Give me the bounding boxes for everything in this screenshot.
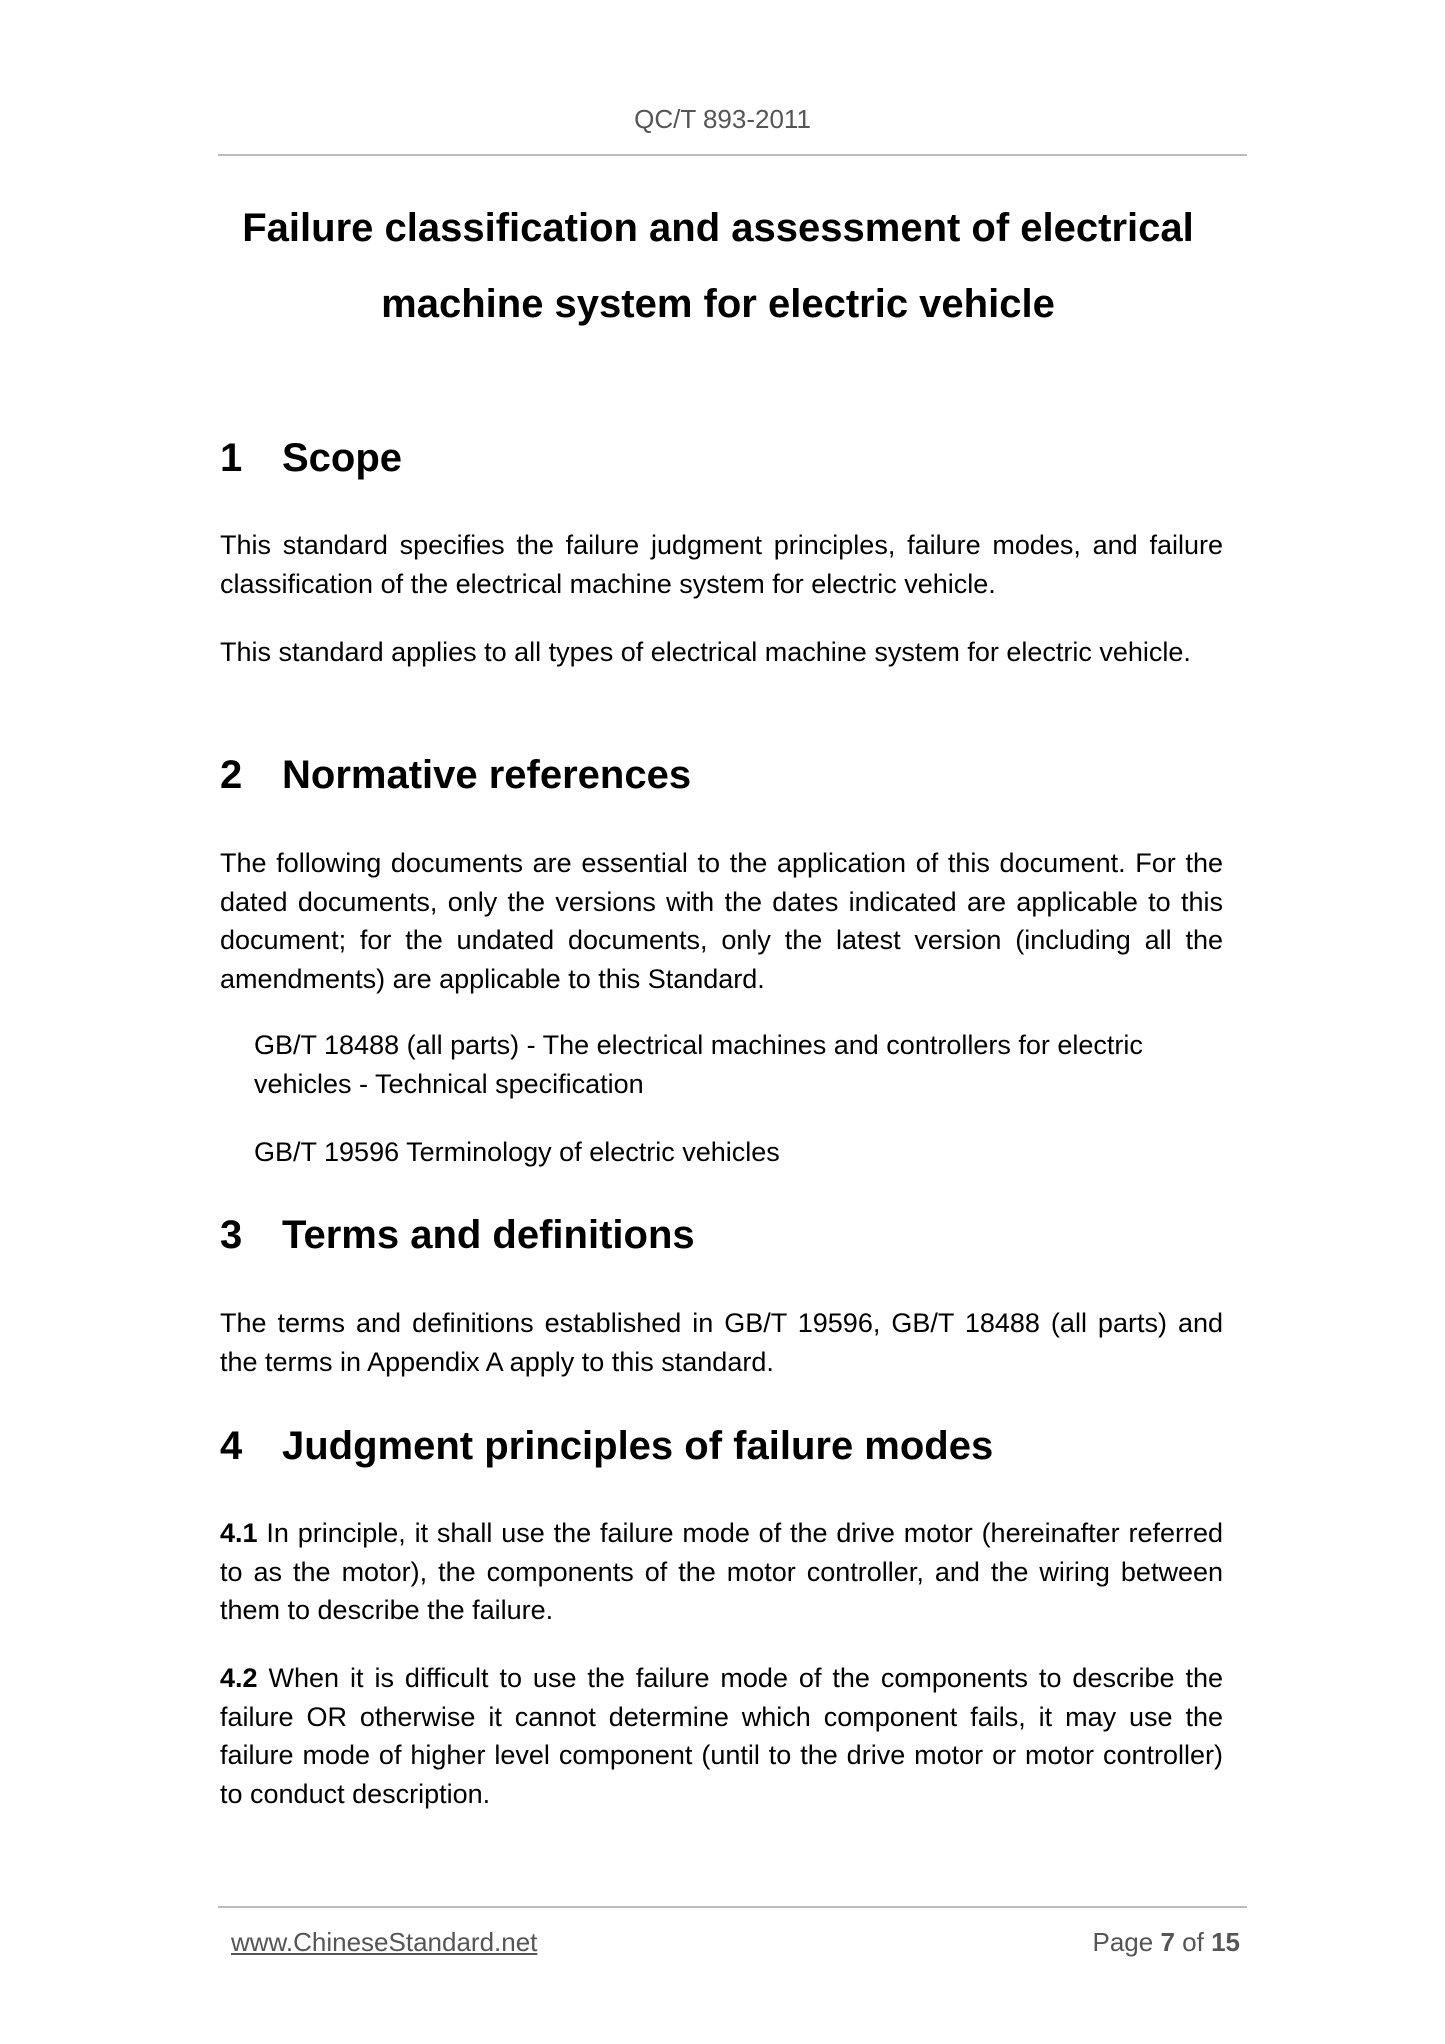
normative-references-paragraph: The following documents are essential to the application of this document. For the dated documents, only the versions with the dates indicated are applicable to this document; for the undated documents, only the latest version (including all the amendments) are applicable to this Standard. — [220, 848, 1223, 994]
page-number — [1092, 1927, 1240, 1958]
title-line-2: machine system for electric vehicle — [381, 282, 1055, 326]
page-word: Page — [1092, 1927, 1154, 1957]
section-number: 2 — [220, 753, 243, 797]
page-total: 15 — [1211, 1927, 1240, 1957]
clause-4-2 — [220, 1659, 1223, 1813]
clause-number: 4.2 — [220, 1663, 258, 1693]
clause-4-1 — [220, 1514, 1223, 1630]
scope-paragraph-2: This standard applies to all types of electrical machine system for electric vehicle. — [220, 637, 1191, 667]
section-title: Terms and definitions — [282, 1213, 695, 1257]
section-title: Scope — [282, 436, 403, 480]
section-title: Normative references — [282, 753, 692, 797]
section-number: 4 — [220, 1424, 243, 1468]
section-heading-normative-references — [220, 753, 691, 798]
section-heading-judgment-principles — [220, 1424, 993, 1469]
document-title — [218, 190, 1218, 342]
website-link[interactable]: www.ChineseStandard.net — [231, 1927, 538, 1957]
clause-text: When it is difficult to use the failure mode of the components to describe the failure OR otherwise it cannot determine which component fails, it may use the failure mode of higher level component (until to the drive motor or motor controller) to conduct description. — [220, 1663, 1223, 1809]
clause-text: In principle, it shall use the failure mode of the drive motor (hereinafter referred to as the motor), the components of the motor controller, and the wiring between them to describe the failure. — [220, 1518, 1223, 1625]
title-line-1: Failure classification and assessment of electrical — [242, 206, 1194, 250]
page-of: of — [1182, 1927, 1204, 1957]
page-current: 7 — [1160, 1927, 1175, 1957]
header-divider — [218, 154, 1247, 156]
reference-gbt-19596: GB/T 19596 Terminology of electric vehicles — [254, 1137, 780, 1167]
reference-gbt-18488: GB/T 18488 (all parts) - The electrical machines and controllers for electric vehicles - Technical specification — [254, 1030, 1143, 1099]
section-heading-scope — [220, 436, 402, 481]
standard-code-header: QC/T 893-2011 — [634, 104, 811, 134]
section-heading-terms-definitions — [220, 1213, 695, 1258]
footer-divider — [218, 1906, 1247, 1908]
clause-number: 4.1 — [220, 1518, 258, 1548]
section-title: Judgment principles of failure modes — [282, 1424, 994, 1468]
terms-definitions-paragraph: The terms and definitions established in GB/T 19596, GB/T 18488 (all parts) and the terms in Appendix A apply to this standard. — [220, 1308, 1223, 1377]
section-number: 3 — [220, 1213, 243, 1257]
scope-paragraph-1: This standard specifies the failure judgment principles, failure modes, and failure classification of the electrical machine system for electric vehicle. — [220, 530, 1223, 599]
section-number: 1 — [220, 436, 243, 480]
